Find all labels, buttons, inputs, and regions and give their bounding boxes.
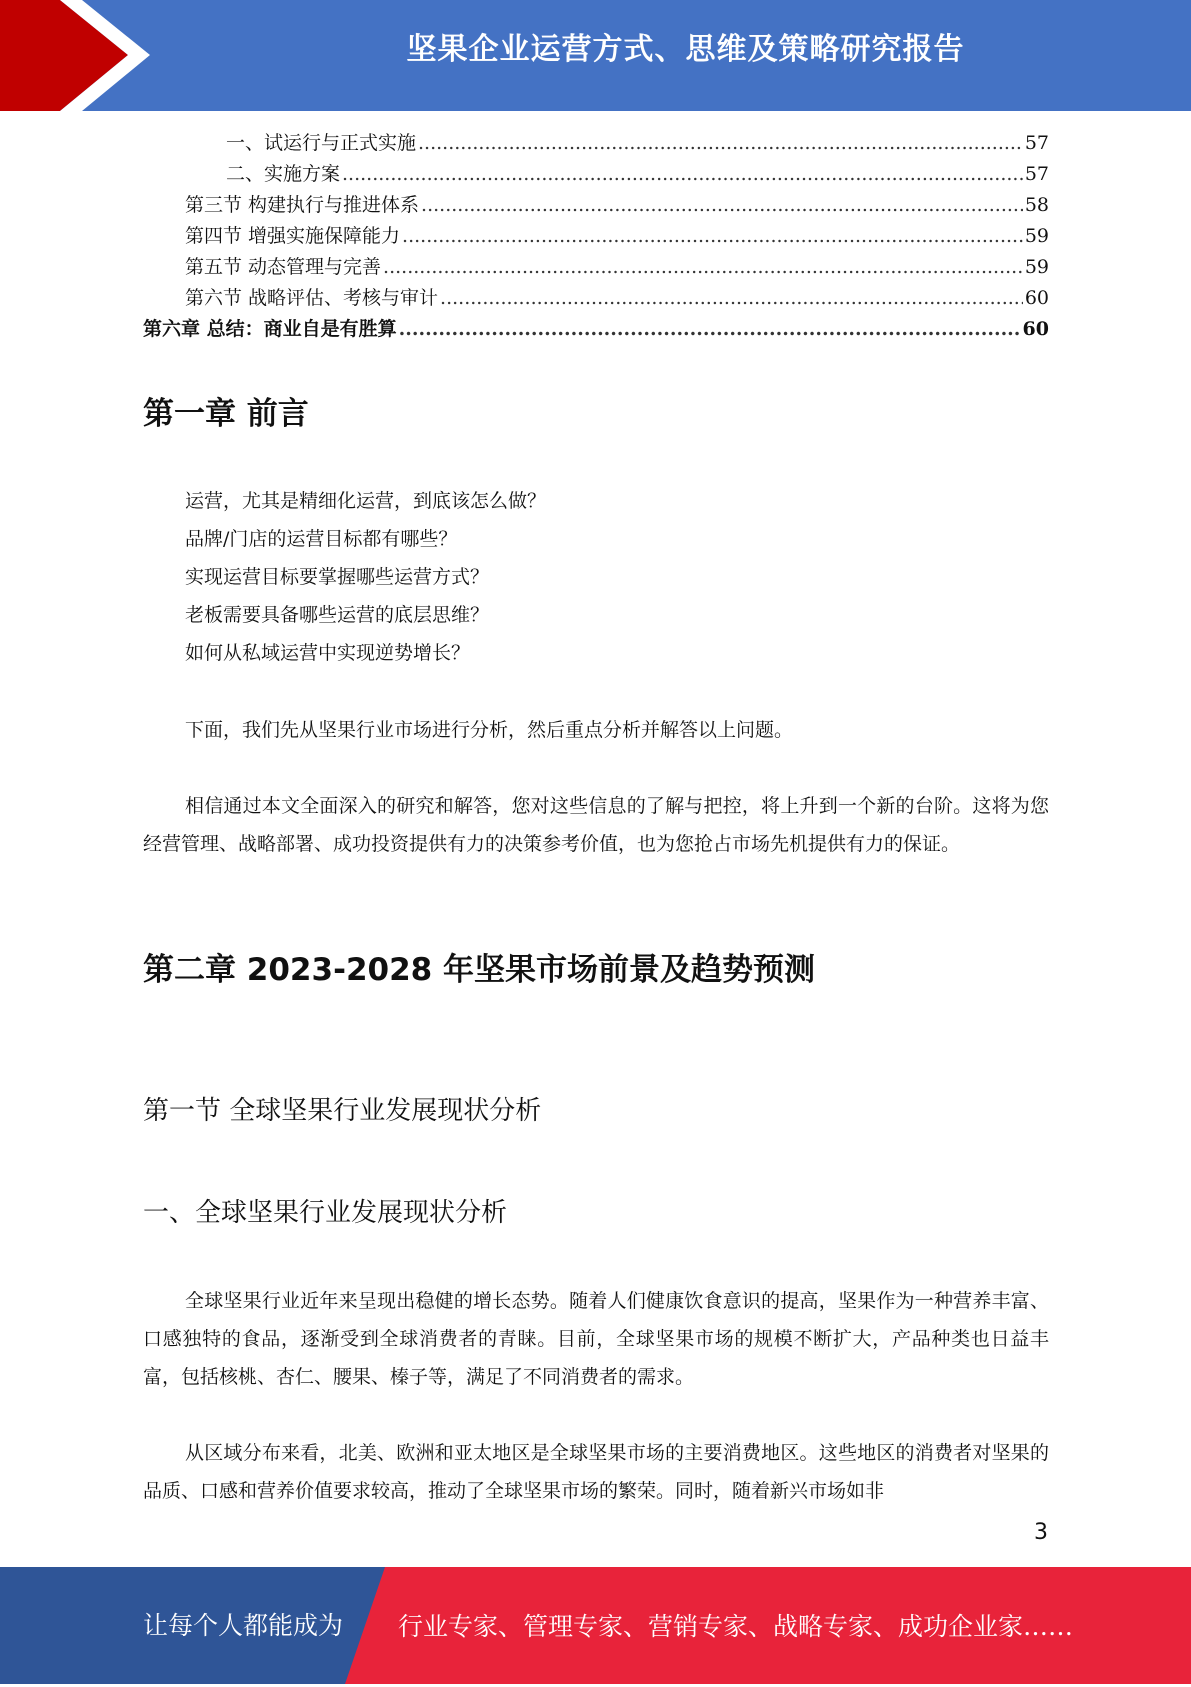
chapter-2-heading: 第二章 2023-2028 年坚果市场前景及趋势预测 xyxy=(143,952,816,988)
page-number: 3 xyxy=(1034,1520,1048,1545)
toc-leader-dots xyxy=(421,194,1023,216)
toc-entry[interactable] xyxy=(143,128,1049,159)
chapter-1-heading: 第一章 前言 xyxy=(143,396,309,432)
toc-entry-label: 二、实施方案 xyxy=(226,163,341,185)
toc-entry[interactable] xyxy=(143,159,1049,190)
page-header xyxy=(0,0,1191,111)
body-paragraph: 全球坚果行业近年来呈现出稳健的增长态势。随着人们健康饮食意识的提高，坚果作为一种营养丰富、口感独特的食品，逐渐受到全球消费者的青睐。目前，全球坚果市场的规模不断扩大，产品种类也日益丰富，包括核桃、杏仁、腰果、榛子等，满足了不同消费者的需求。 xyxy=(143,1290,1049,1388)
toc-entry-label: 第六章 总结：商业自是有胜算 xyxy=(143,318,397,340)
toc-entry-page: 58 xyxy=(1024,194,1049,216)
toc-entry-page: 57 xyxy=(1024,163,1049,185)
toc-entry[interactable] xyxy=(143,252,1049,283)
question-item: 品牌/门店的运营目标都有哪些？ xyxy=(185,528,458,550)
subsection-heading: 一、全球坚果行业发展现状分析 xyxy=(143,1198,508,1228)
toc-entry[interactable] xyxy=(143,190,1049,221)
toc-leader-dots xyxy=(383,256,1023,278)
toc-entry-page: 59 xyxy=(1024,225,1049,247)
question-list xyxy=(185,488,546,678)
toc-entry-page: 59 xyxy=(1024,256,1049,278)
toc-leader-dots xyxy=(440,287,1023,309)
table-of-contents xyxy=(143,128,1049,345)
report-title: 坚果企业运营方式、思维及策略研究报告 xyxy=(406,32,965,67)
body-paragraph: 从区域分布来看，北美、欧洲和亚太地区是全球坚果市场的主要消费地区。这些地区的消费者对坚果的品质、口感和营养价值要求较高，推动了全球坚果市场的繁荣。同时，随着新兴市场如非 xyxy=(143,1442,1049,1502)
toc-leader-dots xyxy=(399,318,1021,340)
footer-slogan-right: 行业专家、管理专家、营销专家、战略专家、成功企业家…… xyxy=(398,1612,1074,1641)
toc-entry-page: 60 xyxy=(1024,287,1049,309)
intro-paragraph: 下面，我们先从坚果行业市场进行分析，然后重点分析并解答以上问题。 xyxy=(185,719,794,741)
toc-entry-label: 第三节 构建执行与推进体系 xyxy=(185,194,420,216)
toc-entry-label: 第五节 动态管理与完善 xyxy=(185,256,382,278)
toc-entry[interactable] xyxy=(143,221,1049,252)
toc-entry-label: 第四节 增强实施保障能力 xyxy=(185,225,401,247)
header-arrow-icon xyxy=(0,0,160,111)
section-heading: 第一节 全球坚果行业发展现状分析 xyxy=(143,1096,542,1126)
question-item: 运营，尤其是精细化运营，到底该怎么做？ xyxy=(185,490,547,512)
question-item: 实现运营目标要掌握哪些运营方式？ xyxy=(185,566,490,588)
toc-leader-dots xyxy=(342,163,1023,185)
footer-slogan-left: 让每个人都能成为 xyxy=(143,1611,344,1640)
page-footer xyxy=(0,1567,1191,1684)
toc-entry-page: 57 xyxy=(1024,132,1049,154)
toc-entry[interactable] xyxy=(143,314,1049,345)
toc-entry[interactable] xyxy=(143,283,1049,314)
toc-entry-label: 第六节 战略评估、考核与审计 xyxy=(185,287,439,309)
toc-entry-page: 60 xyxy=(1022,318,1049,340)
toc-entry-label: 一、试运行与正式实施 xyxy=(226,132,417,154)
intro-paragraph: 相信通过本文全面深入的研究和解答，您对这些信息的了解与把控，将上升到一个新的台阶。这将为您经营管理、战略部署、成功投资提供有力的决策参考价值，也为您抢占市场先机提供有力的保证。 xyxy=(143,795,1049,855)
toc-leader-dots xyxy=(418,132,1023,154)
question-item: 如何从私域运营中实现逆势增长？ xyxy=(185,642,471,664)
question-item: 老板需要具备哪些运营的底层思维？ xyxy=(185,604,490,626)
toc-leader-dots xyxy=(402,225,1023,247)
